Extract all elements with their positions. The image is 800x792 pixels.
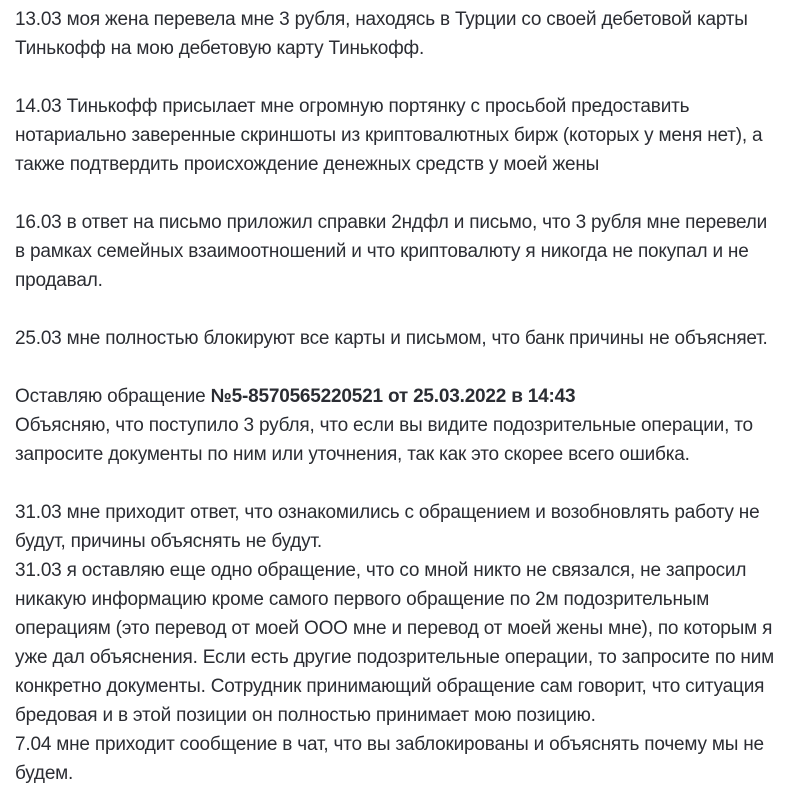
- text-line: запросите документы по ним или уточнения, так как это скорее всего ошибка.: [15, 444, 690, 465]
- text-line: будем.: [15, 763, 74, 784]
- paragraph-gap: [15, 295, 800, 324]
- text-line: Объясняю, что поступило 3 рубля, что если вы видите подозрительные операции, то: [15, 415, 753, 436]
- text-line: конкретно документы. Сотрудник принимающий обращение сам говорит, что ситуация: [15, 676, 765, 697]
- text-line: уже дал объяснения. Если есть другие подозрительные операции, то запросите по ним: [15, 647, 774, 668]
- text-line: 13.03 моя жена перевела мне 3 рубля, находясь в Турции со своей дебетовой карты: [15, 9, 748, 30]
- text-line: 31.03 мне приходит ответ, что ознакомились с обращением и возобновлять работу не: [15, 502, 760, 523]
- appeal-line: [15, 382, 800, 411]
- text-line: бредовая и в этой позиции он полностью принимает мою позицию.: [15, 705, 596, 726]
- paragraph-gap: [15, 353, 800, 382]
- message-document: [15, 5, 800, 788]
- paragraph-25-03: [15, 324, 800, 353]
- paragraph-gap: [15, 63, 800, 92]
- text-line: продавал.: [15, 270, 103, 291]
- paragraph-gap: [15, 179, 800, 208]
- text-line: в рамках семейных взаимоотношений и что криптовалюту я никогда не покупал и не: [15, 241, 749, 262]
- text-line: операциям (это перевод от моей ООО мне и перевод от моей жены мне), по которым я: [15, 618, 773, 639]
- appeal-number: №5-8570565220521 от 25.03.2022 в 14:43: [210, 386, 576, 407]
- text-line: Тинькофф на мою дебетовую карту Тинькофф.: [15, 38, 425, 59]
- text-line: 7.04 мне приходит сообщение в чат, что вы заблокированы и объяснять почему мы не: [15, 734, 764, 755]
- paragraph-appeal: [15, 382, 800, 469]
- text-line: никакую информацию кроме самого первого обращение по 2м подозрительным: [15, 589, 710, 610]
- paragraph-31-03: [15, 498, 800, 788]
- appeal-prefix: Оставляю обращение: [15, 386, 211, 407]
- text-line: 16.03 в ответ на письмо приложил справки 2ндфл и письмо, что 3 рубля мне перевели: [15, 212, 768, 233]
- text-line: нотариально заверенные скриншоты из криптовалютных бирж (которых у меня нет), а: [15, 125, 763, 146]
- paragraph-14-03: [15, 92, 800, 179]
- paragraph-16-03: [15, 208, 800, 295]
- text-line: 14.03 Тинькофф присылает мне огромную портянку с просьбой предоставить: [15, 96, 690, 117]
- text-line: 25.03 мне полностью блокируют все карты и письмом, что банк причины не объясняет.: [15, 328, 768, 349]
- text-line: также подтвердить происхождение денежных средств у моей жены: [15, 154, 600, 175]
- text-line: 31.03 я оставляю еще одно обращение, что со мной никто не связался, не запросил: [15, 560, 747, 581]
- paragraph-13-03: [15, 5, 800, 63]
- text-line: будут, причины объяснять не будут.: [15, 531, 322, 552]
- paragraph-gap: [15, 469, 800, 498]
